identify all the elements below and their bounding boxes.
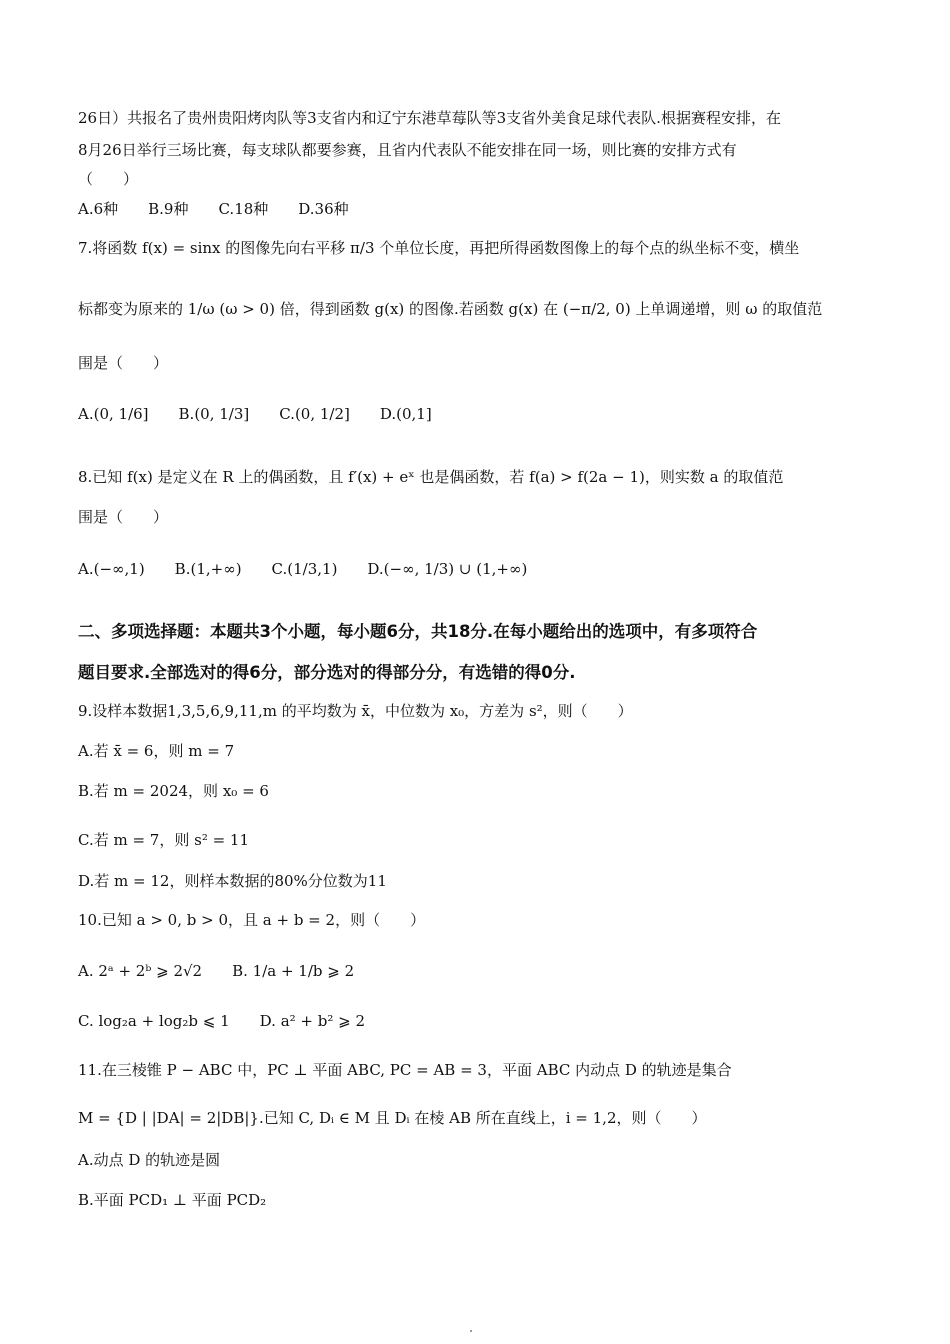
q7-line-2: 标都变为原来的 1/ω (ω > 0) 倍，得到函数 g(x) 的图像.若函数 g(x) 在 (−π/2, 0) 上单调递增，则 ω 的取值范	[78, 300, 823, 318]
q11-line-1: 11.在三棱锥 P − ABC 中，PC ⊥ 平面 ABC, PC = AB = 3，平面 ABC 内动点 D 的轨迹是集合	[78, 1061, 732, 1079]
page-footer-mark	[470, 1330, 472, 1332]
q6-options: A.6种 B.9种 C.18种 D.36种	[78, 200, 349, 218]
q10-options-ab: A. 2ᵃ + 2ᵇ ⩾ 2√2 B. 1/a + 1/b ⩾ 2	[78, 962, 355, 980]
q9-stem: 9.设样本数据1,3,5,6,9,11,m 的平均数为 x̄，中位数为 x₀，方差为 s²，则（ ）	[78, 702, 633, 720]
q8-line-1: 8.已知 f(x) 是定义在 R 上的偶函数，且 f′(x) + eˣ 也是偶函数，若 f(a) > f(2a − 1)，则实数 a 的取值范	[78, 468, 784, 486]
section-heading-line-2: 题目要求.全部选对的得6分，部分选对的得部分分，有选错的得0分.	[78, 663, 576, 682]
q9-option-d: D.若 m = 12，则样本数据的80%分位数为11	[78, 872, 387, 890]
q10-stem: 10.已知 a > 0, b > 0，且 a + b = 2，则（ ）	[78, 911, 426, 929]
q11-option-b: B.平面 PCD₁ ⊥ 平面 PCD₂	[78, 1191, 267, 1209]
q8-line-2: 围是（ ）	[78, 508, 169, 526]
q6-continued-line-1: 26日）共报名了贵州贵阳烤肉队等3支省内和辽宁东港草莓队等3支省外美食足球代表队.根据赛程安排，在	[78, 109, 781, 127]
q7-options: A.(0, 1/6] B.(0, 1/3] C.(0, 1/2] D.(0,1]	[78, 405, 432, 423]
q11-line-2: M = {D | |DA| = 2|DB|}.已知 C, Dᵢ ∈ M 且 Dᵢ 在棱 AB 所在直线上，i = 1,2，则（ ）	[78, 1109, 707, 1127]
q9-option-c: C.若 m = 7，则 s² = 11	[78, 831, 250, 849]
q7-line-1: 7.将函数 f(x) = sinx 的图像先向右平移 π/3 个单位长度，再把所得函数图像上的每个点的纵坐标不变，横坐	[78, 239, 800, 257]
q9-option-a: A.若 x̄ = 6，则 m = 7	[78, 742, 235, 760]
section-heading-line-1: 二、多项选择题：本题共3个小题，每小题6分，共18分.在每小题给出的选项中，有多项符合	[78, 622, 758, 641]
q6-continued-line-2: 8月26日举行三场比赛，每支球队都要参赛，且省内代表队不能安排在同一场，则比赛的安排方式有	[78, 141, 737, 159]
q7-line-3: 围是（ ）	[78, 354, 169, 372]
q10-options-cd: C. log₂a + log₂b ⩽ 1 D. a² + b² ⩾ 2	[78, 1012, 366, 1030]
q11-option-a: A.动点 D 的轨迹是圆	[78, 1151, 221, 1169]
q8-options: A.(−∞,1) B.(1,+∞) C.(1/3,1) D.(−∞, 1/3) ∪ (1,+∞)	[78, 560, 528, 578]
q9-option-b: B.若 m = 2024，则 x₀ = 6	[78, 782, 269, 800]
q6-answer-paren: （ ）	[78, 170, 139, 188]
